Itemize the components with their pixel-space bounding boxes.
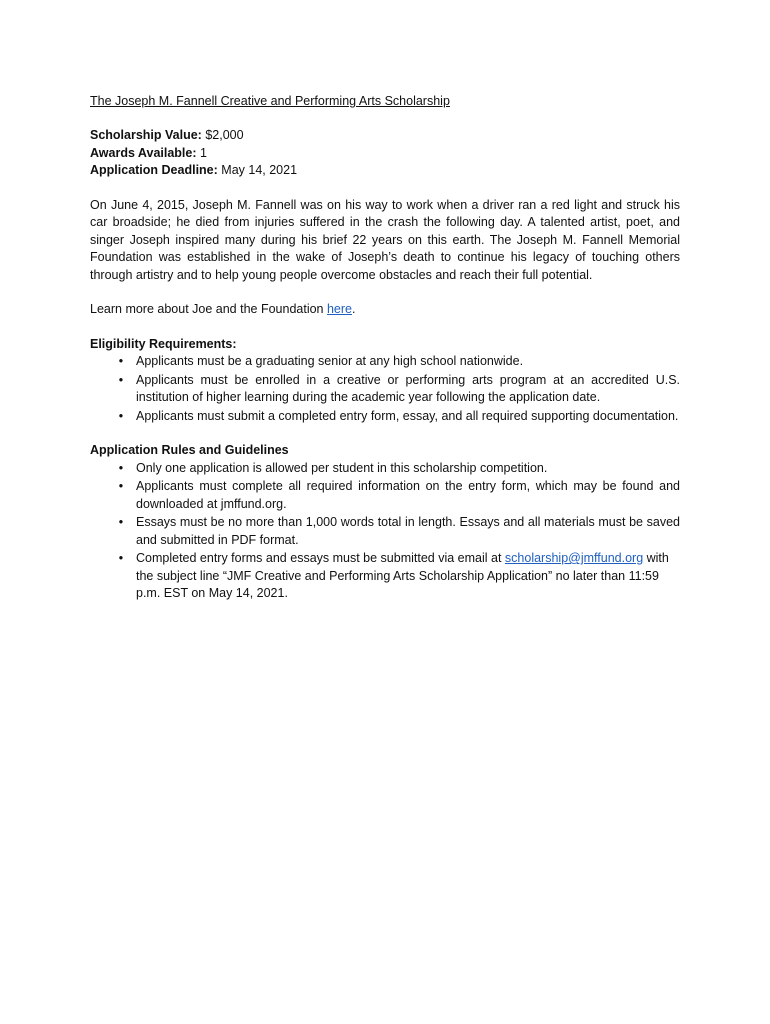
bullet-icon: • — [118, 479, 124, 493]
list-item — [90, 478, 680, 513]
awards-available-value: 1 — [200, 145, 207, 160]
application-deadline-label: Application Deadline: — [90, 163, 218, 177]
application-deadline-value: May 14, 2021 — [221, 163, 298, 177]
list-item-text: Applicants must submit a completed entry form, essay, and all required supporting documentation. — [136, 408, 679, 423]
list-item — [90, 550, 680, 603]
bullet-icon: • — [118, 408, 124, 423]
list-item-text: Applicants must be a graduating senior at any high school nationwide. — [136, 354, 524, 368]
list-item-text: Only one application is allowed per student in this scholarship competition. — [136, 460, 548, 475]
scholarship-facts — [90, 127, 680, 180]
eligibility-heading: Eligibility Requirements: — [90, 336, 237, 351]
application-deadline-row — [90, 162, 680, 180]
bullet-icon: • — [118, 515, 124, 529]
scholarship-email-link[interactable]: scholarship@jmffund.org — [504, 551, 644, 565]
list-item — [90, 353, 680, 371]
list-item — [90, 514, 680, 549]
rules-list — [90, 460, 680, 603]
awards-available-row — [90, 145, 680, 163]
learn-more-text: Learn more about Joe and the Foundation — [90, 302, 327, 316]
list-item-text-suffix: with the subject line “JMF Creative and Performing Arts Scholarship Application” no later than 11:59 p.m. EST on May 14, 2021. — [136, 551, 669, 600]
rules-heading: Application Rules and Guidelines — [90, 443, 289, 457]
list-item-text: Applicants must complete all required information on the entry form, which may be found and downloaded at jmffund.org. — [136, 479, 680, 511]
learn-more-line — [90, 301, 680, 319]
list-item — [90, 460, 680, 478]
intro-paragraph: On June 4, 2015, Joseph M. Fannell was on his way to work when a driver ran a red light and struck his car broadside; he died from injuries suffered in the crash the following day. A talented artist, poet, and singer Joseph inspired many during his brief 22 years on this earth. The Joseph M. Fannell Memorial Foundation was established in the wake of Joseph’s death to continue his legacy of touching others through artistry and to help young people overcome obstacles and reach their full potential. — [90, 197, 680, 282]
list-item-text: Essays must be no more than 1,000 words total in length. Essays and all materials must be saved and submitted in PDF format. — [136, 515, 680, 547]
document-title: The Joseph M. Fannell Creative and Performing Arts Scholarship — [90, 94, 450, 108]
foundation-link[interactable]: here — [326, 302, 353, 316]
scholarship-value-label: Scholarship Value: — [90, 128, 202, 142]
list-item-text: Applicants must be enrolled in a creative or performing arts program at an accredited U.S. institution of higher learning during the academic year following the application date. — [136, 372, 680, 404]
awards-available-label: Awards Available: — [90, 145, 197, 160]
bullet-icon: • — [118, 372, 124, 387]
learn-more-suffix: . — [352, 302, 356, 316]
bullet-icon: • — [118, 354, 124, 368]
scholarship-value-row — [90, 127, 680, 145]
bullet-icon: • — [118, 551, 124, 565]
list-item — [90, 408, 680, 426]
bullet-icon: • — [118, 460, 124, 475]
eligibility-list — [90, 353, 680, 425]
scholarship-value: $2,000 — [205, 128, 244, 142]
list-item — [90, 372, 680, 407]
list-item-text: Completed entry forms and essays must be submitted via email at — [136, 551, 505, 565]
document-page — [90, 92, 680, 604]
